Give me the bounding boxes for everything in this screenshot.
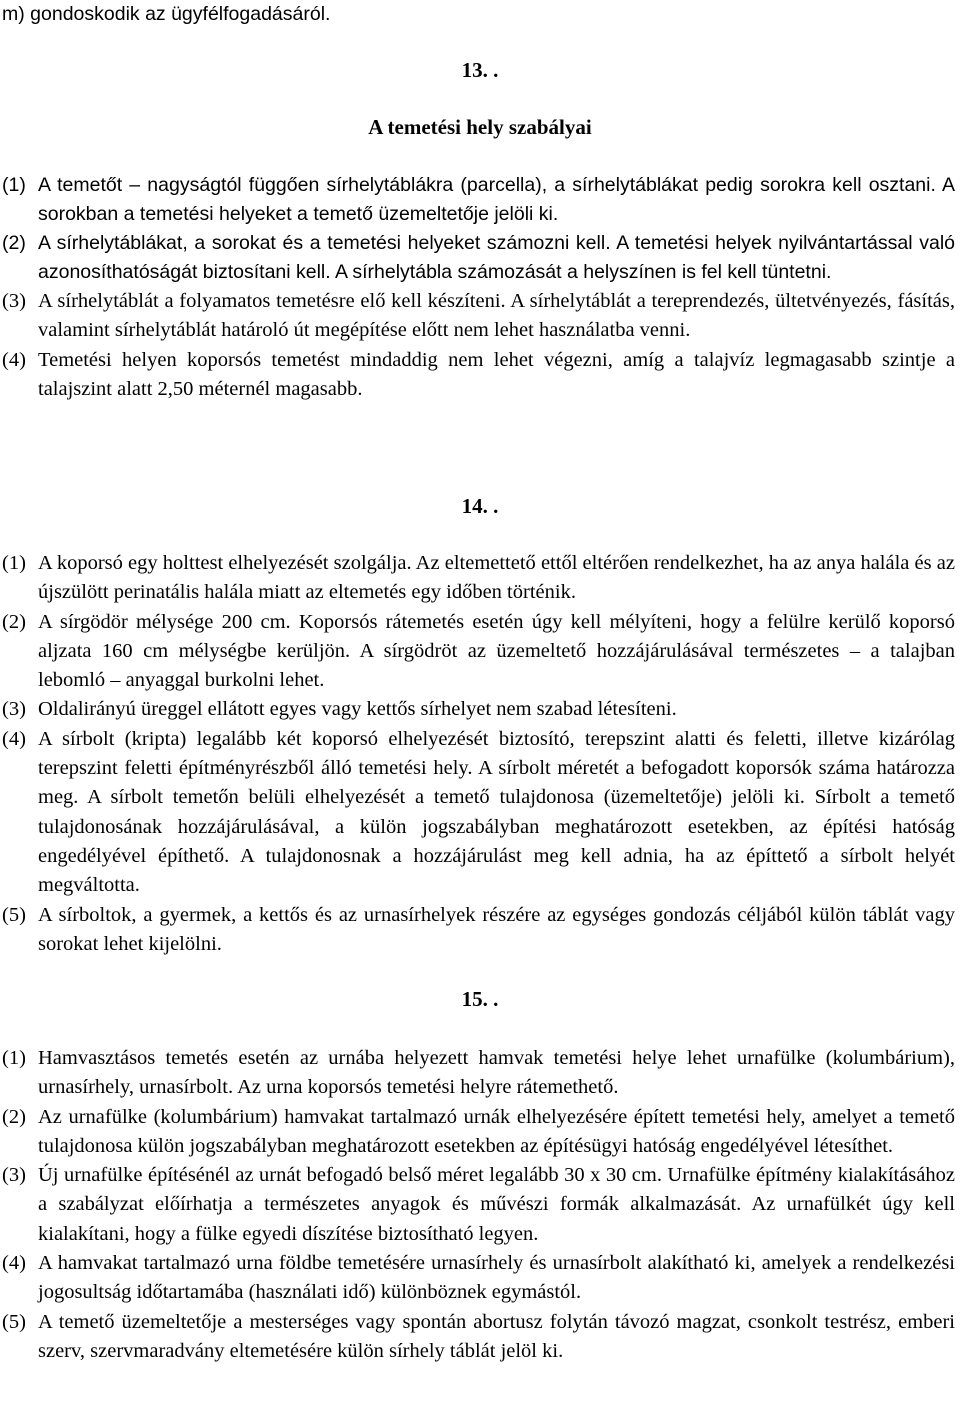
section-13-paragraph-3 bbox=[2, 287, 955, 346]
section-13-paragraph-2 bbox=[2, 229, 955, 287]
paragraph-text: Az urnafülke (kolumbárium) hamvakat tartalmazó urnák elhelyezésére épített temetési hely, amelyet a temető tulajdonosa külön jogszabályban meghatározott esetekben az építésügyi hatóság engedélyével létesíthet. bbox=[38, 1105, 955, 1157]
paragraph-text: A sírgödör mélysége 200 cm. Koporsós rátemetés esetén úgy kell mélyíteni, hogy a felülre kerülő koporsó aljzata 160 cm mélységbe kerüljön. A sírgödröt az üzemeltető hozzájárulásával természetes – a talajban lebomló – anyaggal burkolni lehet. bbox=[38, 610, 955, 692]
section-15-paragraph-4 bbox=[2, 1249, 955, 1308]
section-14-paragraph-2 bbox=[2, 608, 955, 696]
paragraph-text: Temetési helyen koporsós temetést mindaddig nem lehet végezni, amíg a talajvíz legmagasabb szintje a talajszint alatt 2,50 méternél magasabb. bbox=[38, 348, 955, 400]
section-13-number: 13. . bbox=[461, 58, 499, 82]
section-15-paragraph-3 bbox=[2, 1161, 955, 1249]
paragraph-number: (1) bbox=[2, 552, 26, 574]
section-14-body bbox=[2, 549, 955, 959]
section-14-paragraph-1 bbox=[2, 549, 955, 608]
paragraph-number: (5) bbox=[2, 1310, 26, 1333]
paragraph-text: A sírboltok, a gyermek, a kettős és az urnasírhelyek részére az egységes gondozás céljából külön táblát vagy sorokat lehet kijelölni. bbox=[38, 903, 955, 955]
paragraph-text: Hamvasztásos temetés esetén az urnába helyezett hamvak temetési helye lehet urnafülke (kolumbárium), urnasírhely, urnasírbolt. Az urna koporsós temetési helyre rátemethető. bbox=[38, 1047, 955, 1099]
paragraph-text: A koporsó egy holttest elhelyezését szolgálja. Az eltemettető ettől eltérően rendelkezhet, ha az anya halála és az újszülött perinatális halála miatt az eltemetés egy időben történik. bbox=[38, 552, 955, 604]
paragraph-number: (2) bbox=[2, 232, 26, 254]
section-14-number: 14. . bbox=[461, 494, 499, 518]
paragraph-number: (2) bbox=[2, 610, 26, 633]
intro-line: m) gondoskodik az ügyfélfogadásáról. bbox=[2, 3, 331, 25]
section-15-body bbox=[2, 1044, 955, 1366]
paragraph-number: (1) bbox=[2, 174, 26, 196]
paragraph-text: A sírbolt (kripta) legalább két koporsó elhelyezését biztosító, terepszint alatti és feletti, illetve kizárólag terepszint feletti építményrészből álló temetési hely. A sírbolt méretét a befogadott koporsók száma határozza meg. A sírbolt temetőn belüli elhelyezését a temető tulajdonosa (üzemeltetője) jelöli ki. Sírbolt a temető tulajdonosának hozzájárulásával, a külön jogszabályban meghatározott esetekben, az építési hatóság engedélyével építhető. A tulajdonosnak a hozzájárulást meg kell adnia, ha az építtető a sírbolt helyét megváltotta. bbox=[38, 727, 955, 897]
paragraph-number: (4) bbox=[2, 1252, 26, 1275]
paragraph-text: A hamvakat tartalmazó urna földbe temetésére urnasírhely és urnasírbolt alakítható ki, amelyek a rendelkezési jogosultság időtartamába (használati idő) különböznek egymástól. bbox=[38, 1252, 955, 1304]
paragraph-number: (4) bbox=[2, 727, 26, 750]
paragraph-number: (3) bbox=[2, 698, 26, 721]
paragraph-number: (3) bbox=[2, 290, 26, 312]
section-13-paragraph-1 bbox=[2, 171, 955, 229]
section-15-number: 15. . bbox=[461, 987, 499, 1011]
paragraph-text: Oldalirányú üreggel ellátott egyes vagy kettős sírhelyet nem szabad létesíteni. bbox=[38, 698, 677, 721]
section-14-paragraph-3 bbox=[2, 695, 955, 724]
section-15-paragraph-5 bbox=[2, 1308, 955, 1367]
paragraph-text: A sírhelytáblát a folyamatos temetésre elő kell készíteni. A sírhelytáblát a tereprendezés, ültetvényezés, fásítás, valamint sírhelytáblát határoló út megépítése előtt nem lehet használatba venni. bbox=[38, 290, 955, 342]
section-14-paragraph-5 bbox=[2, 901, 955, 960]
section-14-paragraph-4 bbox=[2, 725, 955, 901]
paragraph-text: A temető üzemeltetője a mesterséges vagy spontán abortusz folytán távozó magzat, csonkolt testrész, emberi szerv, szervmaradvány eltemetésére külön sírhely táblát jelöl ki. bbox=[38, 1310, 955, 1362]
paragraph-text: A temetőt – nagyságtól függően sírhelytáblákra (parcella), a sírhelytáblákat pedig sorokra kell osztani. A sorokban a temetési helyeket a temető üzemeltetője jelöli ki. bbox=[38, 174, 955, 225]
paragraph-number: (3) bbox=[2, 1164, 26, 1187]
paragraph-number: (2) bbox=[2, 1105, 26, 1128]
section-13-body bbox=[2, 171, 955, 404]
paragraph-text: A sírhelytáblákat, a sorokat és a temetési helyeket számozni kell. A temetési helyek nyilvántartással való azonosíthatóságát biztosítani kell. A sírhelytábla számozását a helyszínen is fel kell tüntetni. bbox=[38, 232, 955, 283]
paragraph-number: (4) bbox=[2, 348, 26, 371]
section-15-paragraph-2 bbox=[2, 1103, 955, 1162]
paragraph-number: (5) bbox=[2, 903, 26, 926]
section-13-title: A temetési hely szabályai bbox=[368, 115, 592, 139]
paragraph-text: Új urnafülke építésénél az urnát befogadó belső méret legalább 30 x 30 cm. Urnafülke építmény kialakításához a szabályzat előírhatja a természetes anyagok és művészi formák alkalmazását. Az urnafülkét úgy kell kialakítani, hogy a fülke egyedi díszítése biztosítható legyen. bbox=[38, 1164, 955, 1245]
paragraph-number: (1) bbox=[2, 1047, 26, 1069]
section-13-paragraph-4 bbox=[2, 346, 955, 405]
section-15-paragraph-1 bbox=[2, 1044, 955, 1103]
